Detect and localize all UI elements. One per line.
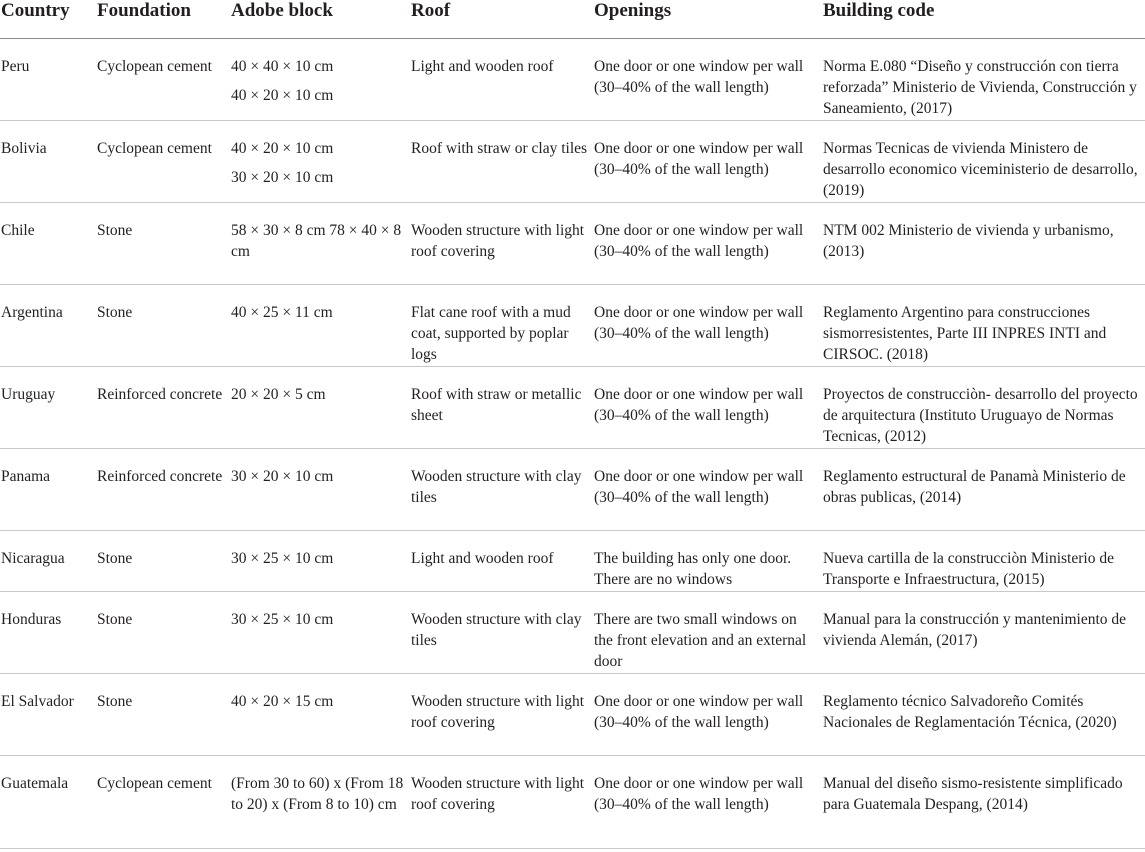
cell-adobe-block xyxy=(231,203,411,285)
cell-openings: One door or one window per wall (30–40% of the wall length) xyxy=(594,121,823,203)
table-row xyxy=(0,285,1145,367)
table-row xyxy=(0,531,1145,592)
cell-roof: Wooden structure with light roof covering xyxy=(411,756,594,849)
cell-roof: Roof with straw or metallic sheet xyxy=(411,367,594,449)
table-row xyxy=(0,203,1145,285)
cell-foundation: Stone xyxy=(97,592,231,674)
cell-adobe-block xyxy=(231,367,411,449)
adobe-size: 30 × 25 × 10 cm xyxy=(231,550,334,567)
cell-building-code: Reglamento técnico Salvadoreño Comités Nacionales de Reglamentación Técnica, (2020) xyxy=(823,674,1145,756)
cell-openings: One door or one window per wall (30–40% of the wall length) xyxy=(594,674,823,756)
cell-openings: There are two small windows on the front elevation and an external door xyxy=(594,592,823,674)
cell-building-code: Manual del diseño sismo-resistente simplificado para Guatemala Despang, (2014) xyxy=(823,756,1145,849)
column-header-roof: Roof xyxy=(411,0,594,39)
adobe-size: 40 × 20 × 15 cm xyxy=(231,693,334,710)
adobe-size: 20 × 20 × 5 cm xyxy=(231,386,326,403)
column-header-country: Country xyxy=(0,0,97,39)
cell-building-code: Nueva cartilla de la construcciòn Ministerio de Transporte e Infraestructura, (2015) xyxy=(823,531,1145,592)
cell-country: Uruguay xyxy=(0,367,97,449)
cell-building-code: Norma E.080 “Diseño y construcción con tierra reforzada” Ministerio de Vivienda, Construcción y Saneamiento, (2017) xyxy=(823,39,1145,121)
table-row xyxy=(0,39,1145,121)
cell-adobe-block xyxy=(231,285,411,367)
cell-building-code: Normas Tecnicas de vivienda Ministero de desarrollo economico viceministerio de desarrollo, (2019) xyxy=(823,121,1145,203)
cell-adobe-block xyxy=(231,39,411,121)
cell-openings: One door or one window per wall (30–40% of the wall length) xyxy=(594,367,823,449)
table-row xyxy=(0,449,1145,531)
cell-roof: Roof with straw or clay tiles xyxy=(411,121,594,203)
cell-openings: One door or one window per wall (30–40% of the wall length) xyxy=(594,39,823,121)
cell-openings: One door or one window per wall (30–40% of the wall length) xyxy=(594,285,823,367)
adobe-size: 40 × 25 × 11 cm xyxy=(231,304,333,321)
cell-foundation: Cyclopean cement xyxy=(97,121,231,203)
cell-building-code: Reglamento estructural de Panamà Ministerio de obras publicas, (2014) xyxy=(823,449,1145,531)
cell-roof: Wooden structure with clay tiles xyxy=(411,592,594,674)
table-header-row xyxy=(0,0,1145,39)
cell-adobe-block xyxy=(231,121,411,203)
table-row xyxy=(0,674,1145,756)
cell-roof: Flat cane roof with a mud coat, supported by poplar logs xyxy=(411,285,594,367)
column-header-building-code: Building code xyxy=(823,0,1145,39)
cell-adobe-block xyxy=(231,531,411,592)
cell-adobe-block xyxy=(231,449,411,531)
cell-building-code: Reglamento Argentino para construcciones sismorresistentes, Parte III INPRES INTI and CIRSOC. (2018) xyxy=(823,285,1145,367)
adobe-size: 40 × 40 × 10 cm xyxy=(231,58,334,75)
adobe-size: 40 × 20 × 10 cm xyxy=(231,87,334,104)
cell-roof: Wooden structure with light roof covering xyxy=(411,674,594,756)
adobe-size: 30 × 20 × 10 cm xyxy=(231,169,334,186)
cell-foundation: Cyclopean cement xyxy=(97,756,231,849)
cell-openings: One door or one window per wall (30–40% of the wall length) xyxy=(594,756,823,849)
cell-adobe-block xyxy=(231,592,411,674)
cell-foundation: Stone xyxy=(97,531,231,592)
table-row xyxy=(0,121,1145,203)
cell-country: Panama xyxy=(0,449,97,531)
cell-roof: Wooden structure with clay tiles xyxy=(411,449,594,531)
table-row xyxy=(0,756,1145,849)
column-header-openings: Openings xyxy=(594,0,823,39)
cell-openings: The building has only one door. There are no windows xyxy=(594,531,823,592)
cell-foundation: Stone xyxy=(97,674,231,756)
cell-roof: Light and wooden roof xyxy=(411,531,594,592)
cell-foundation: Reinforced concrete xyxy=(97,449,231,531)
cell-foundation: Reinforced concrete xyxy=(97,367,231,449)
cell-foundation: Stone xyxy=(97,203,231,285)
adobe-size: (From 30 to 60) x (From 18 to 20) x (From 8 to 10) cm xyxy=(231,775,404,813)
cell-country: Bolivia xyxy=(0,121,97,203)
column-header-adobe-block: Adobe block xyxy=(231,0,411,39)
cell-country: Nicaragua xyxy=(0,531,97,592)
cell-country: Honduras xyxy=(0,592,97,674)
cell-country: El Salvador xyxy=(0,674,97,756)
cell-adobe-block xyxy=(231,756,411,849)
adobe-size: 30 × 20 × 10 cm xyxy=(231,468,334,485)
cell-foundation: Stone xyxy=(97,285,231,367)
table-row xyxy=(0,367,1145,449)
cell-openings: One door or one window per wall (30–40% of the wall length) xyxy=(594,203,823,285)
cell-country: Guatemala xyxy=(0,756,97,849)
cell-country: Peru xyxy=(0,39,97,121)
column-header-foundation: Foundation xyxy=(97,0,231,39)
cell-roof: Light and wooden roof xyxy=(411,39,594,121)
cell-adobe-block xyxy=(231,674,411,756)
adobe-size: 40 × 20 × 10 cm xyxy=(231,140,334,157)
cell-foundation: Cyclopean cement xyxy=(97,39,231,121)
cell-roof: Wooden structure with light roof covering xyxy=(411,203,594,285)
table-row xyxy=(0,592,1145,674)
cell-building-code: Proyectos de construcciòn- desarrollo del proyecto de arquitectura (Instituto Uruguayo de Normas Tecnicas, (2012) xyxy=(823,367,1145,449)
cell-openings: One door or one window per wall (30–40% of the wall length) xyxy=(594,449,823,531)
cell-building-code: NTM 002 Ministerio de vivienda y urbanismo, (2013) xyxy=(823,203,1145,285)
cell-building-code: Manual para la construcción y mantenimiento de vivienda Alemán, (2017) xyxy=(823,592,1145,674)
adobe-size: 30 × 25 × 10 cm xyxy=(231,611,334,628)
cell-country: Argentina xyxy=(0,285,97,367)
adobe-size: 58 × 30 × 8 cm 78 × 40 × 8 cm xyxy=(231,222,402,260)
cell-country: Chile xyxy=(0,203,97,285)
